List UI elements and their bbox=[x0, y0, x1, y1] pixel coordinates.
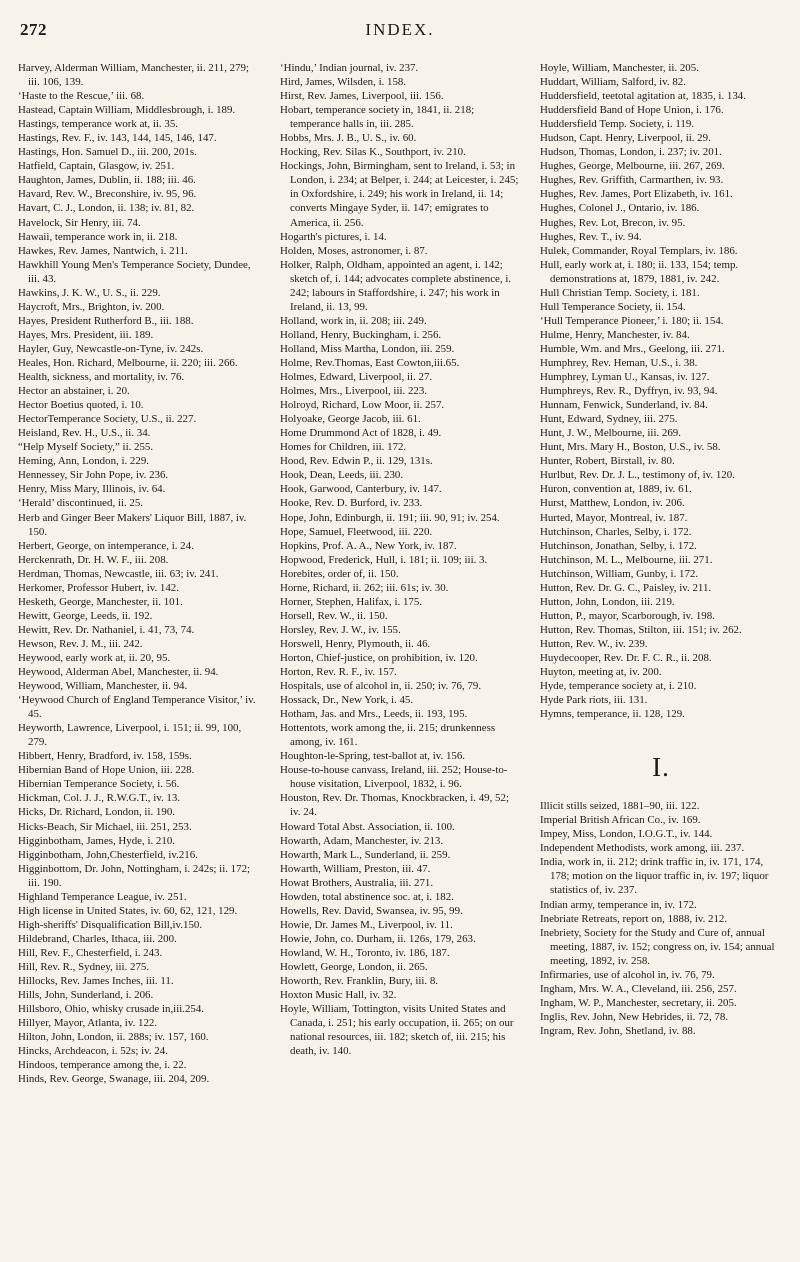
index-entry: Huddersfield Temp. Society, i. 119. bbox=[540, 118, 694, 131]
index-entry: Hunt, J. W., Melbourne, iii. 269. bbox=[540, 427, 681, 440]
index-entry: Horsley, Rev. J. W., iv. 155. bbox=[280, 623, 401, 636]
index-entry: Holmes, Mrs., Liverpool, iii. 223. bbox=[280, 385, 428, 398]
index-entry: Hoyle, William, Tottington, visits United States and Canada, i. 251; his early occupation, ii. 265; on our national resources, iii. 182; sketch of, iii. 215; his death, iv. 140. bbox=[280, 1003, 514, 1058]
index-entry: Hill, Rev. R., Sydney, iii. 275. bbox=[18, 961, 150, 973]
index-entry: Hobbs, Mrs. J. B., U. S., iv. 60. bbox=[280, 132, 417, 145]
index-entry: Hewitt, Rev. Dr. Nathaniel, i. 41, 73, 74. bbox=[18, 623, 195, 636]
index-entry: Howard Total Abst. Association, ii. 100. bbox=[280, 820, 455, 833]
index-entry: Hudson, Thomas, London, i. 237; iv. 201. bbox=[540, 146, 722, 159]
index-column-3 bbox=[540, 61, 782, 1038]
index-entry: Ingham, Mrs. W. A., Cleveland, iii. 256, 257. bbox=[540, 982, 737, 995]
index-entry: Holyoake, George Jacob, iii. 61. bbox=[280, 413, 421, 426]
index-entry: Inebriety, Society for the Study and Cure of, annual meeting, 1887, iv. 152; congress on, iv. 154; annual meeting, 1892, iv. 258. bbox=[540, 926, 775, 967]
index-entry: India, work in, ii. 212; drink traffic in, iv. 171, 174, 178; motion on the liquor traffic in, iv. 197; liquor statistics of, iv. 237. bbox=[540, 856, 769, 897]
index-entry: Hope, John, Edinburgh, ii. 191; iii. 90, 91; iv. 254. bbox=[280, 511, 500, 524]
index-entry: Hooke, Rev. D. Burford, iv. 233. bbox=[280, 497, 423, 510]
index-entry: Hotham, Jas. and Mrs., Leeds, ii. 193, 195. bbox=[280, 708, 468, 721]
index-entry: Hurst, Matthew, London, iv. 206. bbox=[540, 497, 685, 510]
index-entry: Hesketh, George, Manchester, ii. 101. bbox=[18, 595, 183, 608]
index-entry: Horsell, Rev. W., ii. 150. bbox=[280, 609, 388, 622]
index-entry: Hibbert, Henry, Bradford, iv. 158, 159s. bbox=[18, 750, 192, 763]
index-entry: Hutchinson, Charles, Selby, i. 172. bbox=[540, 525, 692, 538]
index-entry: Houghton-le-Spring, test-ballot at, iv. 156. bbox=[280, 750, 466, 763]
index-entry: Hull Christian Temp. Society, i. 181. bbox=[540, 286, 700, 299]
index-entry: Highland Temperance League, iv. 251. bbox=[18, 890, 187, 903]
index-entry: Hogarth's pictures, i. 14. bbox=[280, 230, 387, 243]
index-entry: Hughes, George, Melbourne, iii. 267, 269. bbox=[540, 160, 725, 173]
index-entry: Hector Boetius quoted, i. 10. bbox=[18, 399, 144, 412]
index-entry: Hughes, Rev. Griffith, Carmarthen, iv. 93. bbox=[540, 174, 724, 187]
index-entry: Heywood, early work at, ii. 20, 95. bbox=[18, 651, 171, 664]
index-entry: Howarth, William, Preston, iii. 47. bbox=[280, 862, 431, 875]
index-entry: Hinds, Rev. George, Swanage, iii. 204, 209. bbox=[18, 1073, 210, 1086]
index-entry: Hunt, Edward, Sydney, iii. 275. bbox=[540, 413, 678, 426]
index-entry: Hilton, John, London, ii. 288s; iv. 157, 160. bbox=[18, 1031, 209, 1044]
index-entry: Hulek, Commander, Royal Templars, iv. 186. bbox=[540, 244, 738, 257]
index-entry: Independent Methodists, work among, iii. 237. bbox=[540, 842, 745, 855]
index-entry: Hockings, John, Birmingham, sent to Ireland, i. 53; in London, i. 234; at Belper, i. 244; at Leicester, i. 245; in Oxfordshire, i. 249; his work in Ireland, ii. 14; converts Mingaye Syder, ii. 147; emigrates to America, ii. 256. bbox=[280, 160, 519, 229]
index-entry: Hayes, Mrs. President, iii. 189. bbox=[18, 328, 154, 341]
index-entry: ‘Haste to the Rescue,’ iii. 68. bbox=[18, 90, 145, 103]
index-entry: Hunt, Mrs. Mary H., Boston, U.S., iv. 58. bbox=[540, 441, 721, 454]
index-entry: Hospitals, use of alcohol in, ii. 250; iv. 76, 79. bbox=[280, 680, 482, 693]
index-entry: Hull Temperance Society, ii. 154. bbox=[540, 300, 686, 313]
index-entry: Hayler, Guy, Newcastle-on-Tyne, iv. 242s. bbox=[18, 342, 204, 355]
index-entry: Howie, John, co. Durham, ii. 126s, 179, 263. bbox=[280, 932, 476, 945]
index-entry: Hudson, Capt. Henry, Liverpool, ii. 29. bbox=[540, 132, 711, 145]
index-entry: Hurted, Mayor, Montreal, iv. 187. bbox=[540, 511, 688, 524]
index-entry: Havard, Rev. W., Breconshire, iv. 95, 96. bbox=[18, 188, 197, 201]
index-entry: Hyde, temperance society at, i. 210. bbox=[540, 680, 697, 693]
index-entry: Huydecooper, Rev. Dr. F. C. R., ii. 208. bbox=[540, 651, 712, 664]
index-entry: Herdman, Thomas, Newcastle, iii. 63; iv. 241. bbox=[18, 567, 219, 580]
index-entry: Ingham, W. P., Manchester, secretary, ii. 205. bbox=[540, 996, 737, 1009]
index-entry: Hyde Park riots, iii. 131. bbox=[540, 694, 648, 707]
index-entry: Howarth, Adam, Manchester, iv. 213. bbox=[280, 834, 444, 847]
index-entry: Howland, W. H., Toronto, iv. 186, 187. bbox=[280, 946, 450, 959]
index-entry: Horebites, order of, ii. 150. bbox=[280, 567, 399, 580]
index-entry: Impey, Miss, London, I.O.G.T., iv. 144. bbox=[540, 828, 713, 841]
index-entry: Howlett, George, London, ii. 265. bbox=[280, 961, 428, 973]
index-entry: HectorTemperance Society, U.S., ii. 227. bbox=[18, 413, 197, 426]
index-entry: Heming, Ann, London, i. 229. bbox=[18, 455, 149, 468]
index-entry: Herb and Ginger Beer Makers' Liquor Bill, 1887, iv. 150. bbox=[18, 511, 247, 538]
index-entry: Hood, Rev. Edwin P., ii. 129, 131s. bbox=[280, 455, 433, 468]
index-entry: Harvey, Alderman William, Manchester, ii. 211, 279; iii. 106, 139. bbox=[18, 62, 249, 89]
index-entry: Hurlbut, Rev. Dr. J. L., testimony of, iv. 120. bbox=[540, 469, 735, 482]
index-entry: Imperial British African Co., iv. 169. bbox=[540, 814, 701, 827]
index-entry: Homes for Children, iii. 172. bbox=[280, 441, 407, 454]
index-entry: Howorth, Rev. Franklin, Bury, iii. 8. bbox=[280, 975, 439, 988]
index-entry: Hoyle, William, Manchester, ii. 205. bbox=[540, 62, 699, 74]
index-entry: Hook, Garwood, Canterbury, iv. 147. bbox=[280, 483, 442, 496]
index-entry: Hutton, John, London, iii. 219. bbox=[540, 595, 675, 608]
index-entry: Heisland, Rev. H., U.S., ii. 34. bbox=[18, 427, 151, 440]
page-title: INDEX. bbox=[365, 20, 435, 39]
index-entry: Horswell, Henry, Plymouth, ii. 46. bbox=[280, 637, 431, 650]
index-entry: Hymns, temperance, ii. 128, 129. bbox=[540, 708, 685, 721]
index-entry: Hobart, temperance society in, 1841, ii. 218; temperance halls in, iii. 285. bbox=[280, 104, 475, 131]
index-entry: Hossack, Dr., New York, i. 45. bbox=[280, 694, 414, 707]
index-entry: Hutton, Rev. Dr. G. C., Paisley, iv. 211. bbox=[540, 581, 712, 594]
page-number: 272 bbox=[20, 20, 47, 39]
index-entry: Heywood, Alderman Abel, Manchester, ii. 94. bbox=[18, 666, 219, 679]
index-entry: Holmes, Edward, Liverpool, ii. 27. bbox=[280, 371, 433, 384]
index-entry: Hillocks, Rev. James Inches, iii. 11. bbox=[18, 975, 174, 988]
index-entry: Hewitt, George, Leeds, ii. 192. bbox=[18, 609, 153, 622]
index-entry: Home Drummond Act of 1828, i. 49. bbox=[280, 427, 442, 440]
index-entry: Humphrey, Rev. Heman, U.S., i. 38. bbox=[540, 356, 698, 369]
index-entry: House-to-house canvass, Ireland, iii. 252; House-to-house visitation, Liverpool, 1832, i. 96. bbox=[280, 764, 508, 791]
index-entry: Hulme, Henry, Manchester, iv. 84. bbox=[540, 328, 690, 341]
index-entry: Holland, Miss Martha, London, iii. 259. bbox=[280, 342, 455, 355]
index-entry: Holland, work in, ii. 208; iii. 249. bbox=[280, 314, 427, 327]
section-letter-i: I. bbox=[652, 752, 670, 783]
index-entry: Huron, convention at, 1889, iv. 61. bbox=[540, 483, 692, 496]
index-entry: Indian army, temperance in, iv. 172. bbox=[540, 898, 697, 911]
index-entry: Hicks-Beach, Sir Michael, iii. 251, 253. bbox=[18, 820, 192, 833]
index-entry: Holker, Ralph, Oldham, appointed an agent, i. 142; sketch of, i. 144; advocates complete abstinence, i. 242; labours in Staffordshire, i. 247; his work in Ireland, ii. 13, 99. bbox=[280, 258, 512, 313]
index-entry: Holroyd, Richard, Low Moor, ii. 257. bbox=[280, 399, 445, 412]
index-entry: Hewson, Rev. J. M., iii. 242. bbox=[18, 637, 143, 650]
index-entry: Heyworth, Lawrence, Liverpool, i. 151; ii. 99, 100, 279. bbox=[18, 722, 242, 749]
index-entry: Humphreys, Rev. R., Dyffryn, iv. 93, 94. bbox=[540, 385, 718, 398]
index-entry: Hopwood, Frederick, Hull, i. 181; ii. 109; iii. 3. bbox=[280, 553, 488, 566]
index-entry: “Help Myself Society,” ii. 255. bbox=[18, 441, 154, 454]
index-entry: Hibernian Temperance Society, i. 56. bbox=[18, 778, 180, 791]
index-column-1 bbox=[18, 61, 260, 1086]
index-entry: Hook, Dean, Leeds, iii. 230. bbox=[280, 469, 404, 482]
index-entry: Hennessey, Sir John Pope, iv. 236. bbox=[18, 469, 169, 482]
index-entry: Haughton, James, Dublin, ii. 188; iii. 46. bbox=[18, 174, 196, 187]
index-entry: Hutton, Rev. W., iv. 239. bbox=[540, 637, 648, 650]
index-entry: Hildebrand, Charles, Ithaca, iii. 200. bbox=[18, 932, 177, 945]
index-entry: Hottentots, work among the, ii. 215; drunkenness among, iv. 161. bbox=[280, 722, 496, 749]
index-entry: Higginbotham, James, Hyde, i. 210. bbox=[18, 834, 175, 847]
index-entry: Hughes, Rev. Lot, Brecon, iv. 95. bbox=[540, 216, 686, 229]
index-entry: ‘Hull Temperance Pioneer,’ i. 180; ii. 154. bbox=[540, 314, 724, 327]
index-entry: High-sheriffs' Disqualification Bill,iv.150. bbox=[18, 918, 203, 931]
index-entry: Heywood, William, Manchester, ii. 94. bbox=[18, 680, 188, 693]
index-entry: Hawkhill Young Men's Temperance Society, Dundee, iii. 43. bbox=[18, 258, 251, 285]
index-entry: Higginbotham, John,Chesterfield, iv.216. bbox=[18, 848, 198, 861]
index-entry: Hawkins, J. K. W., U. S., ii. 229. bbox=[18, 286, 161, 299]
index-entry: Holme, Rev.Thomas, East Cowton,iii.65. bbox=[280, 356, 460, 369]
index-entry: Hastings, Hon. Samuel D., iii. 200, 201s. bbox=[18, 146, 197, 159]
index-entry: Humble, Wm. and Mrs., Geelong, iii. 271. bbox=[540, 342, 725, 355]
index-entry: Hocking, Rev. Silas K., Southport, iv. 210. bbox=[280, 146, 466, 159]
index-entry: Inglis, Rev. John, New Hebrides, ii. 72, 78. bbox=[540, 1010, 729, 1023]
index-entry: Higginbottom, Dr. John, Nottingham, i. 242s; ii. 172; iii. 190. bbox=[18, 862, 251, 889]
index-entry: Hopkins, Prof. A. A., New York, iv. 187. bbox=[280, 539, 457, 552]
index-entry: Herckenrath, Dr. H. W. F., iii. 208. bbox=[18, 553, 169, 566]
index-entry: Holland, Henry, Buckingham, i. 256. bbox=[280, 328, 442, 341]
page-header bbox=[20, 20, 780, 48]
index-entry: Hill, Rev. F., Chesterfield, i. 243. bbox=[18, 946, 163, 959]
index-entry: Hincks, Archdeacon, i. 52s; iv. 24. bbox=[18, 1045, 168, 1058]
index-entry: Health, sickness, and mortality, iv. 76. bbox=[18, 371, 185, 384]
index-entry: Howden, total abstinence soc. at, i. 182. bbox=[280, 890, 454, 903]
index-entry: Hunnam, Fenwick, Sunderland, iv. 84. bbox=[540, 399, 708, 412]
index-entry: Houston, Rev. Dr. Thomas, Knockbracken, i. 49, 52; iv. 24. bbox=[280, 792, 509, 819]
index-entry: Hastings, Rev. F., iv. 143, 144, 145, 146, 147. bbox=[18, 132, 217, 145]
index-entry: Huddersfield Band of Hope Union, i. 176. bbox=[540, 104, 724, 117]
index-entry: Horton, Rev. R. F., iv. 157. bbox=[280, 666, 397, 679]
index-entry: Illicit stills seized, 1881–90, iii. 122. bbox=[540, 800, 700, 813]
index-entry: Humphrey, Lyman U., Kansas, iv. 127. bbox=[540, 371, 710, 384]
index-entry: Hirst, Rev. James, Liverpool, iii. 156. bbox=[280, 90, 444, 103]
index-entry: ‘Heywood Church of England Temperance Visitor,’ iv. 45. bbox=[18, 694, 256, 721]
index-entry: High license in United States, iv. 60, 62, 121, 129. bbox=[18, 904, 238, 917]
index-entry: Hibernian Band of Hope Union, iii. 228. bbox=[18, 764, 195, 777]
index-entry: Horton, Chief-justice, on prohibition, iv. 120. bbox=[280, 651, 478, 664]
index-entry: Infirmaries, use of alcohol in, iv. 76, 79. bbox=[540, 968, 715, 981]
index-entry: Huddersfield, teetotal agitation at, 1835, i. 134. bbox=[540, 90, 746, 103]
index-entry: Hughes, Colonel J., Ontario, iv. 186. bbox=[540, 202, 700, 215]
index-columns bbox=[18, 61, 782, 1256]
index-entry: Holden, Moses, astronomer, i. 87. bbox=[280, 244, 428, 257]
index-entry: Ingram, Rev. John, Shetland, iv. 88. bbox=[540, 1024, 696, 1037]
index-entry: ‘Hindu,’ Indian journal, iv. 237. bbox=[280, 62, 419, 74]
index-entry: Howat Brothers, Australia, iii. 271. bbox=[280, 876, 434, 889]
index-entry: Hicks, Dr. Richard, London, ii. 190. bbox=[18, 806, 175, 819]
index-entry: Hawaii, temperance work in, ii. 218. bbox=[18, 230, 178, 243]
index-entry: Howarth, Mark L., Sunderland, ii. 259. bbox=[280, 848, 451, 861]
index-entry: Hayes, President Rutherford B., iii. 188. bbox=[18, 314, 194, 327]
index-entry: Horner, Stephen, Halifax, i. 175. bbox=[280, 595, 423, 608]
index-entry: Hope, Samuel, Fleetwood, iii. 220. bbox=[280, 525, 433, 538]
index-entry: Howells, Rev. David, Swansea, iv. 95, 99. bbox=[280, 904, 463, 917]
index-entry: Herkomer, Professor Hubert, iv. 142. bbox=[18, 581, 179, 594]
index-entry: Hickman, Col. J. J., R.W.G.T., iv. 13. bbox=[18, 792, 181, 805]
index-entry: Hutton, Rev. Thomas, Stilton, iii. 151; iv. 262. bbox=[540, 623, 742, 636]
index-entry: Hawkes, Rev. James, Nantwich, i. 211. bbox=[18, 244, 188, 257]
index-entry: Howie, Dr. James M., Liverpool, iv. 11. bbox=[280, 918, 453, 931]
index-entry: Hunter, Robert, Birstall, iv. 80. bbox=[540, 455, 675, 468]
index-entry: Herbert, George, on intemperance, i. 24. bbox=[18, 539, 194, 552]
index-entry: Hird, James, Wilsden, i. 158. bbox=[280, 76, 407, 89]
index-entry: Hughes, Rev. T., iv. 94. bbox=[540, 230, 642, 243]
index-entry: Hatfield, Captain, Glasgow, iv. 251. bbox=[18, 160, 175, 173]
index-entry: Hull, early work at, i. 180; ii. 133, 154; temp. demonstrations at, 1879, 1881, iv. 242. bbox=[540, 258, 739, 285]
index-entry: Hastings, temperance work at, ii. 35. bbox=[18, 118, 178, 131]
index-entry: Henry, Miss Mary, Illinois, iv. 64. bbox=[18, 483, 166, 496]
index-column-2 bbox=[280, 61, 522, 1058]
index-entry: Hoxton Music Hall, iv. 32. bbox=[280, 989, 397, 1002]
index-entry: Hindoos, temperance among the, i. 22. bbox=[18, 1059, 187, 1072]
index-entry: Horne, Richard, ii. 262; iii. 61s; iv. 30. bbox=[280, 581, 449, 594]
index-entry: Havelock, Sir Henry, iii. 74. bbox=[18, 216, 141, 229]
index-entry: Hector an abstainer, i. 20. bbox=[18, 385, 130, 398]
index-entry: Hutchinson, M. L., Melbourne, iii. 271. bbox=[540, 553, 713, 566]
index-entry: Huyton, meeting at, iv. 200. bbox=[540, 666, 662, 679]
index-entry: Havart, C. J., London, ii. 138; iv. 81, 82. bbox=[18, 202, 195, 215]
index-entry: Haycroft, Mrs., Brighton, iv. 200. bbox=[18, 300, 165, 313]
index-entry: Huddart, William, Salford, iv. 82. bbox=[540, 76, 686, 89]
index-entry: Hutchinson, Jonathan, Selby, i. 172. bbox=[540, 539, 697, 552]
index-entry: Heales, Hon. Richard, Melbourne, ii. 220; iii. 266. bbox=[18, 356, 238, 369]
index-entry: Hutton, P., mayor, Scarborough, iv. 198. bbox=[540, 609, 715, 622]
index-entry: Hillyer, Mayor, Atlanta, iv. 122. bbox=[18, 1017, 158, 1030]
index-entry: Hastead, Captain William, Middlesbrough, i. 189. bbox=[18, 104, 236, 117]
index-entry: Hutchinson, William, Gunby, i. 172. bbox=[540, 567, 699, 580]
index-entry: Hughes, Rev. James, Port Elizabeth, iv. 161. bbox=[540, 188, 733, 201]
index-entry: ‘Herald’ discontinued, ii. 25. bbox=[18, 497, 144, 510]
index-entry: Hills, John, Sunderland, i. 206. bbox=[18, 989, 154, 1002]
index-entry: Hillsboro, Ohio, whisky crusade in,iii.254. bbox=[18, 1003, 205, 1016]
index-entry: Inebriate Retreats, report on, 1888, iv. 212. bbox=[540, 912, 728, 925]
